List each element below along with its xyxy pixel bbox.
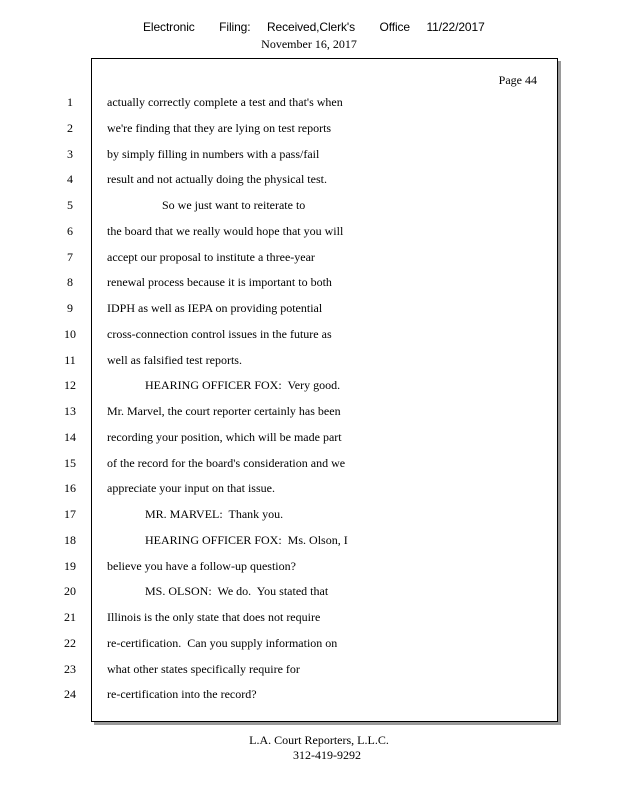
line-text: re-certification. Can you supply information on [107, 635, 338, 650]
line-number: 10 [64, 326, 76, 341]
filing-word-office: Office [379, 20, 411, 34]
line-text: re-certification into the record? [107, 687, 257, 702]
line-number: 18 [64, 532, 76, 547]
line-text: IDPH as well as IEPA on providing potential [107, 301, 323, 315]
line-text: we're finding that they are lying on test reports [107, 120, 332, 135]
line-number: 3 [67, 146, 73, 161]
footer-company: L.A. Court Reporters, L.L.C. [249, 733, 389, 747]
line-number: 24 [64, 687, 76, 702]
line-text: recording your position, which will be made part [107, 429, 342, 444]
line-number: 12 [64, 378, 76, 393]
line-number: 13 [64, 404, 76, 418]
line-text: believe you have a follow-up question? [107, 558, 296, 573]
line-text: well as falsified test reports. [107, 352, 242, 367]
filing-word-electronic: Electronic [143, 20, 195, 34]
line-number: 6 [67, 223, 73, 238]
line-number: 23 [64, 661, 76, 676]
line-text: what other states specifically require for [107, 661, 300, 676]
line-number: 21 [64, 610, 76, 624]
line-text: Mr. Marvel, the court reporter certainly has been [107, 404, 341, 418]
line-text: appreciate your input on that issue. [107, 481, 275, 496]
line-number: 16 [64, 481, 76, 496]
filing-word-received: Received,Clerk's [266, 20, 356, 34]
page-number: Page 44 [498, 73, 537, 87]
line-number: 19 [64, 558, 76, 573]
line-text: renewal process because it is important to both [107, 275, 332, 290]
filing-word-filing: Filing: [219, 20, 251, 34]
line-number: 11 [64, 352, 76, 367]
line-text: the board that we really would hope that you will [107, 223, 344, 238]
transcript-date: November 16, 2017 [261, 37, 357, 51]
line-text: result and not actually doing the physical test. [107, 172, 327, 187]
line-text: So we just want to reiterate to [162, 198, 306, 212]
line-text: accept our proposal to institute a three-year [107, 249, 315, 264]
line-text: actually correctly complete a test and that's when [107, 95, 343, 109]
line-number: 9 [67, 301, 73, 315]
filing-stamp [143, 20, 485, 34]
footer-phone: 312-419-9292 [293, 748, 361, 762]
line-number: 20 [64, 584, 76, 599]
line-number: 8 [67, 275, 73, 290]
line-number: 17 [64, 507, 76, 521]
line-number: 15 [64, 455, 76, 470]
line-text: HEARING OFFICER FOX: Ms. Olson, I [145, 532, 348, 547]
line-text: cross-connection control issues in the future as [107, 326, 332, 341]
line-number: 5 [67, 198, 73, 212]
line-text: Illinois is the only state that does not require [107, 610, 321, 624]
line-text: MS. OLSON: We do. You stated that [145, 584, 329, 599]
line-number: 2 [67, 120, 73, 135]
line-number: 1 [67, 95, 73, 109]
line-number: 22 [64, 635, 76, 650]
line-text: by simply filling in numbers with a pass/fail [107, 146, 320, 161]
line-text: HEARING OFFICER FOX: Very good. [145, 378, 341, 393]
line-text: MR. MARVEL: Thank you. [145, 507, 284, 521]
line-number: 14 [64, 429, 76, 444]
line-number: 7 [67, 249, 73, 264]
filing-date: 11/22/2017 [426, 20, 485, 34]
line-text: of the record for the board's consideration and we [107, 455, 346, 470]
line-number: 4 [67, 172, 73, 187]
